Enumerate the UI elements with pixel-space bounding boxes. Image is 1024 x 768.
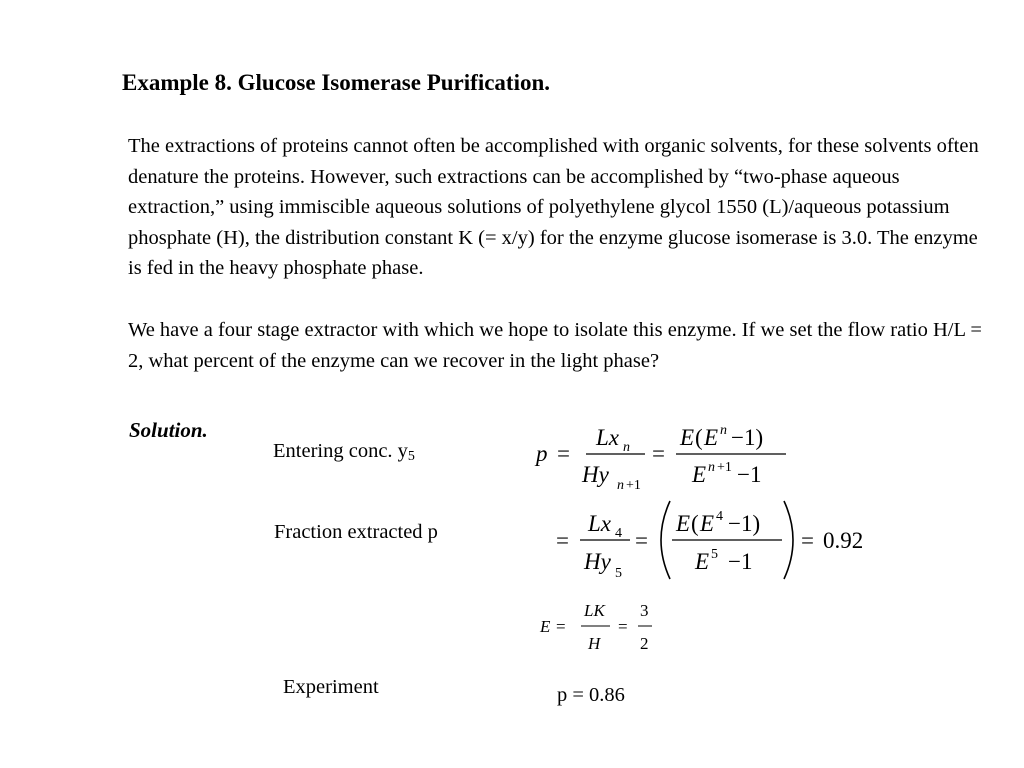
svg-text:(: ( bbox=[695, 425, 703, 450]
svg-text:n: n bbox=[708, 460, 715, 475]
svg-text:−1: −1 bbox=[728, 549, 753, 574]
svg-text:+1: +1 bbox=[717, 460, 732, 475]
svg-text:n: n bbox=[623, 440, 630, 455]
svg-text:−1: −1 bbox=[737, 462, 762, 487]
svg-text:=: = bbox=[801, 528, 814, 553]
svg-text:=: = bbox=[635, 528, 648, 553]
e-value-denominator: 2 bbox=[640, 634, 649, 653]
svg-text:5: 5 bbox=[615, 566, 622, 581]
svg-text:4: 4 bbox=[615, 526, 622, 541]
svg-text:Hy: Hy bbox=[582, 462, 609, 487]
svg-text:E: E bbox=[692, 462, 707, 487]
fraction-extracted-label: Fraction extracted p bbox=[274, 521, 438, 543]
slide-title: Example 8. Glucose Isomerase Purification. bbox=[122, 70, 551, 95]
svg-text:Lx: Lx bbox=[596, 425, 619, 450]
svg-text:LK: LK bbox=[584, 601, 605, 620]
svg-text:Hy: Hy bbox=[584, 549, 611, 574]
svg-text:(: ( bbox=[691, 511, 699, 536]
svg-text:E: E bbox=[680, 425, 695, 450]
svg-text:4: 4 bbox=[716, 509, 723, 524]
e-value-numerator: 3 bbox=[640, 601, 649, 620]
equation-general-formula bbox=[530, 412, 800, 498]
svg-text:E: E bbox=[700, 511, 715, 536]
svg-text:−1): −1) bbox=[728, 511, 761, 536]
svg-text:E: E bbox=[704, 425, 719, 450]
svg-text:5: 5 bbox=[711, 547, 718, 562]
problem-paragraph-1: The extractions of proteins cannot often be accomplished with organic solvents, for these solvents often denature the proteins. However, such extractions can be accomplished by “two-phase aqueous extraction,” using immiscible aqueous solutions of polyethylene glycol 1550 (L)/aqueous potassium phosphate (H), the distribution constant K (= x/y) for the enzyme glucose isomerase is 3.0. The enzyme is fed in the heavy phosphate phase. bbox=[128, 135, 979, 279]
equation-fraction-extracted bbox=[548, 495, 888, 587]
experiment-result: p = 0.86 bbox=[557, 684, 625, 706]
svg-text:−1): −1) bbox=[731, 425, 764, 450]
svg-text:=: = bbox=[652, 441, 665, 466]
svg-text:n: n bbox=[617, 478, 624, 493]
svg-text:+1: +1 bbox=[626, 478, 641, 493]
svg-text:E: E bbox=[540, 617, 551, 636]
svg-text:H: H bbox=[588, 634, 601, 653]
entering-conc-subscript: 5 bbox=[407, 449, 415, 464]
svg-text:E: E bbox=[676, 511, 691, 536]
entering-conc-text: Entering conc. y bbox=[273, 440, 408, 462]
svg-text:E: E bbox=[695, 549, 710, 574]
svg-text:p: p bbox=[536, 441, 548, 466]
svg-text:=: = bbox=[556, 617, 566, 636]
svg-text:=: = bbox=[618, 617, 628, 636]
svg-text:=: = bbox=[556, 528, 569, 553]
experiment-label: Experiment bbox=[283, 676, 379, 698]
equation-e-value bbox=[538, 597, 668, 657]
svg-text:Lx: Lx bbox=[588, 511, 611, 536]
problem-paragraph-2: We have a four stage extractor with which we hope to isolate this enzyme. If we set the flow ratio H/L = 2, what percent of the enzyme can we recover in the light phase? bbox=[128, 319, 982, 372]
solution-label: Solution. bbox=[129, 418, 208, 442]
svg-text:=: = bbox=[557, 441, 570, 466]
fraction-result-value: 0.92 bbox=[823, 528, 864, 553]
svg-text:n: n bbox=[720, 423, 727, 438]
entering-conc-label bbox=[273, 440, 415, 465]
